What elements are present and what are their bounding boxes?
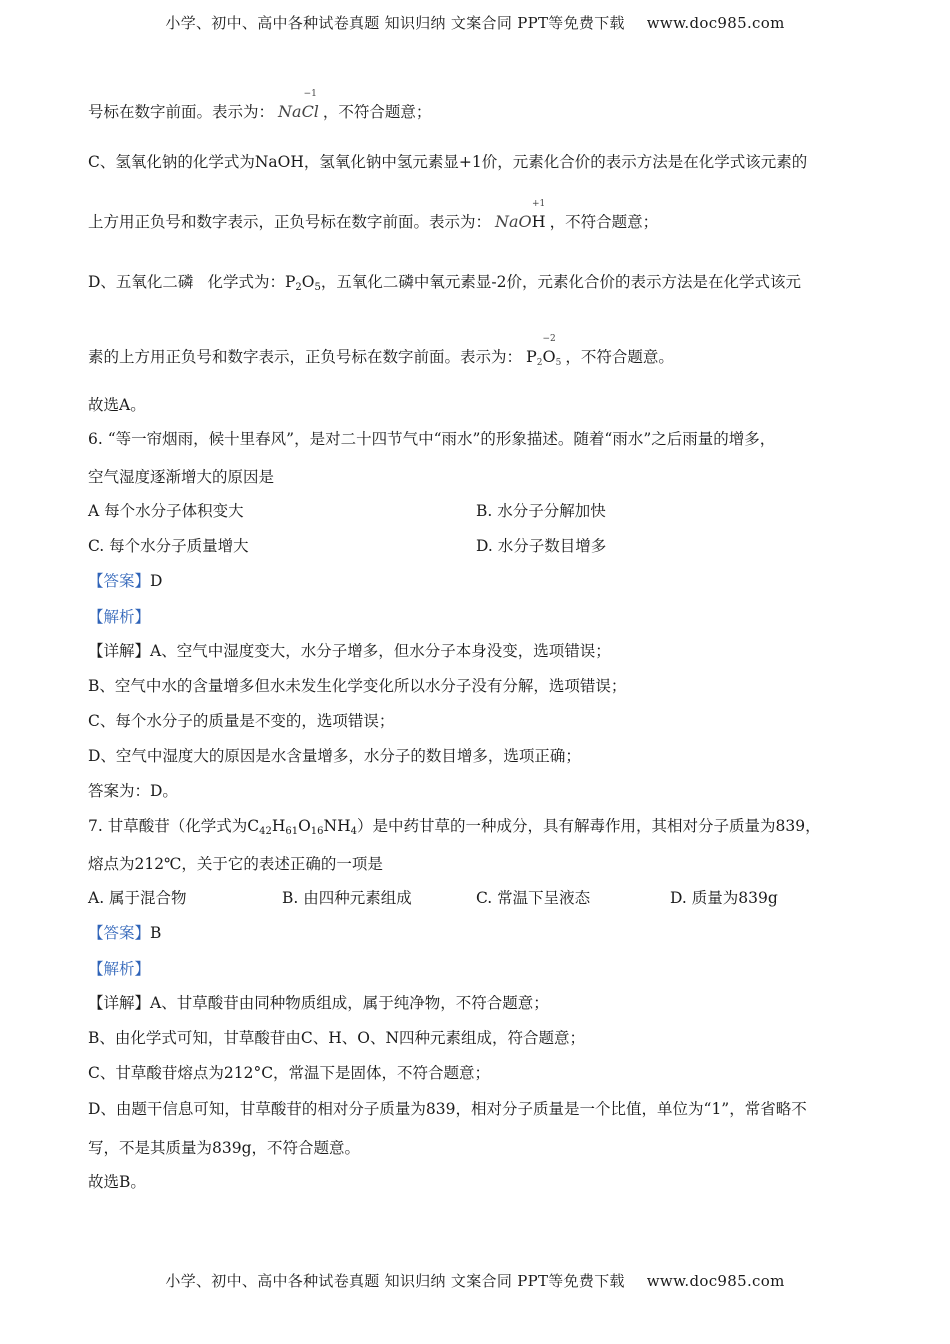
q7-detail-c: C、甘草酸苷熔点为212°C，常温下是固体，不符合题意； — [88, 1064, 491, 1082]
q7-detail-d-line1: D、由题干信息可知，甘草酸苷的相对分子质量为839，相对分子质量是一个比值，单位为“1”，常省略不 — [88, 1100, 807, 1118]
q7-detail-d-line2: 写，不是其质量为839g，不符合题意。 — [88, 1139, 361, 1157]
q6-detail-c: C、每个水分子的质量是不变的，选项错误； — [88, 712, 395, 730]
header-site-link[interactable]: www.doc985.com — [646, 14, 785, 32]
q5-c-line1: C、氢氧化钠的化学式为NaOH，氢氧化钠中氢元素显+1价，元素化合价的表示方法是在化学式该元素的 — [88, 153, 808, 171]
q7-detail-a: 【详解】A、甘草酸苷由同种物质组成，属于纯净物，不符合题意； — [88, 994, 549, 1012]
q7-option-c: C. 常温下呈液态 — [476, 889, 591, 907]
q6-stem-line1: 6. “等一帘烟雨，候十里春风”，是对二十四节气中“雨水”的形象描述。随着“雨水”之后雨量的增多， — [88, 430, 776, 448]
q5-d-line1: D、五氧化二磷 化学式为：$P_2O_5$，五氧化二磷中氧元素显-2价，元素化合价的表示方法是在化学式该元 — [88, 273, 801, 293]
q7-option-b: B. 由四种元素组成 — [282, 889, 412, 907]
q5-conclusion: 故选A。 — [88, 396, 146, 414]
valence-formula-p2o5: P2O −2 5 — [526, 334, 562, 368]
q6-detail-a: 【详解】A、空气中湿度变大，水分子增多，但水分子本身没变，选项错误； — [88, 642, 611, 660]
answer-tag: 【答案】 — [88, 924, 151, 942]
q5-d-line2: 素的上方用正负号和数字表示，正负号标在数字前面。表示为： P2O −2 5 ，不符合题意。 — [88, 334, 674, 368]
q7-answer: 【答案】B — [88, 924, 162, 942]
q6-option-a: A 每个水分子体积变大 — [88, 502, 244, 520]
q6-analysis-tag: 【解析】 — [88, 608, 151, 626]
q5-b-tail: 号标在数字前面。表示为： NaCl −1 ，不符合题意； — [88, 89, 432, 121]
q7-option-a: A. 属于混合物 — [88, 889, 187, 907]
page-footer — [0, 1270, 950, 1291]
q7-option-d: D. 质量为839g — [670, 889, 778, 907]
q6-detail-b: B、空气中水的含量增多但水未发生化学变化所以水分子没有分解，选项错误； — [88, 677, 627, 695]
valence-formula-nacl: NaCl −1 — [278, 89, 319, 121]
q7-detail-b: B、由化学式可知，甘草酸苷由C、H、O、N四种元素组成，符合题意； — [88, 1029, 586, 1047]
valence-formula-naoh: NaOH +1 — [495, 199, 546, 231]
answer-tag: 【答案】 — [88, 572, 151, 590]
q6-option-c: C. 每个水分子质量增大 — [88, 537, 249, 555]
q5-c-line2: 上方用正负号和数字表示，正负号标在数字前面。表示为： NaOH +1 ，不符合题意； — [88, 199, 659, 231]
q7-stem-line2: 熔点为212℃，关于它的表述正确的一项是 — [88, 855, 383, 873]
q6-final: 答案为：D。 — [88, 782, 178, 800]
header-text: 小学、初中、高中各种试卷真题 知识归纳 文案合同 PPT等免费下载 — [165, 14, 625, 32]
q6-option-b: B. 水分子分解加快 — [476, 502, 606, 520]
q6-detail-d: D、空气中湿度大的原因是水含量增多，水分子的数目增多，选项正确； — [88, 747, 581, 765]
q7-analysis-tag: 【解析】 — [88, 960, 151, 978]
q7-conclusion: 故选B。 — [88, 1173, 146, 1191]
page-header — [0, 12, 950, 33]
footer-text: 小学、初中、高中各种试卷真题 知识归纳 文案合同 PPT等免费下载 — [165, 1272, 625, 1290]
footer-site-link[interactable]: www.doc985.com — [646, 1272, 785, 1290]
q7-stem-line1: 7. 甘草酸苷（化学式为$C_{42}H_{61}O_{16}NH_4$）是中药甘草的一种成分，具有解毒作用，其相对分子质量为839， — [88, 817, 821, 837]
q6-stem-line2: 空气湿度逐渐增大的原因是 — [88, 468, 275, 486]
q6-option-d: D. 水分子数目增多 — [476, 537, 607, 555]
q6-answer: 【答案】D — [88, 572, 163, 590]
